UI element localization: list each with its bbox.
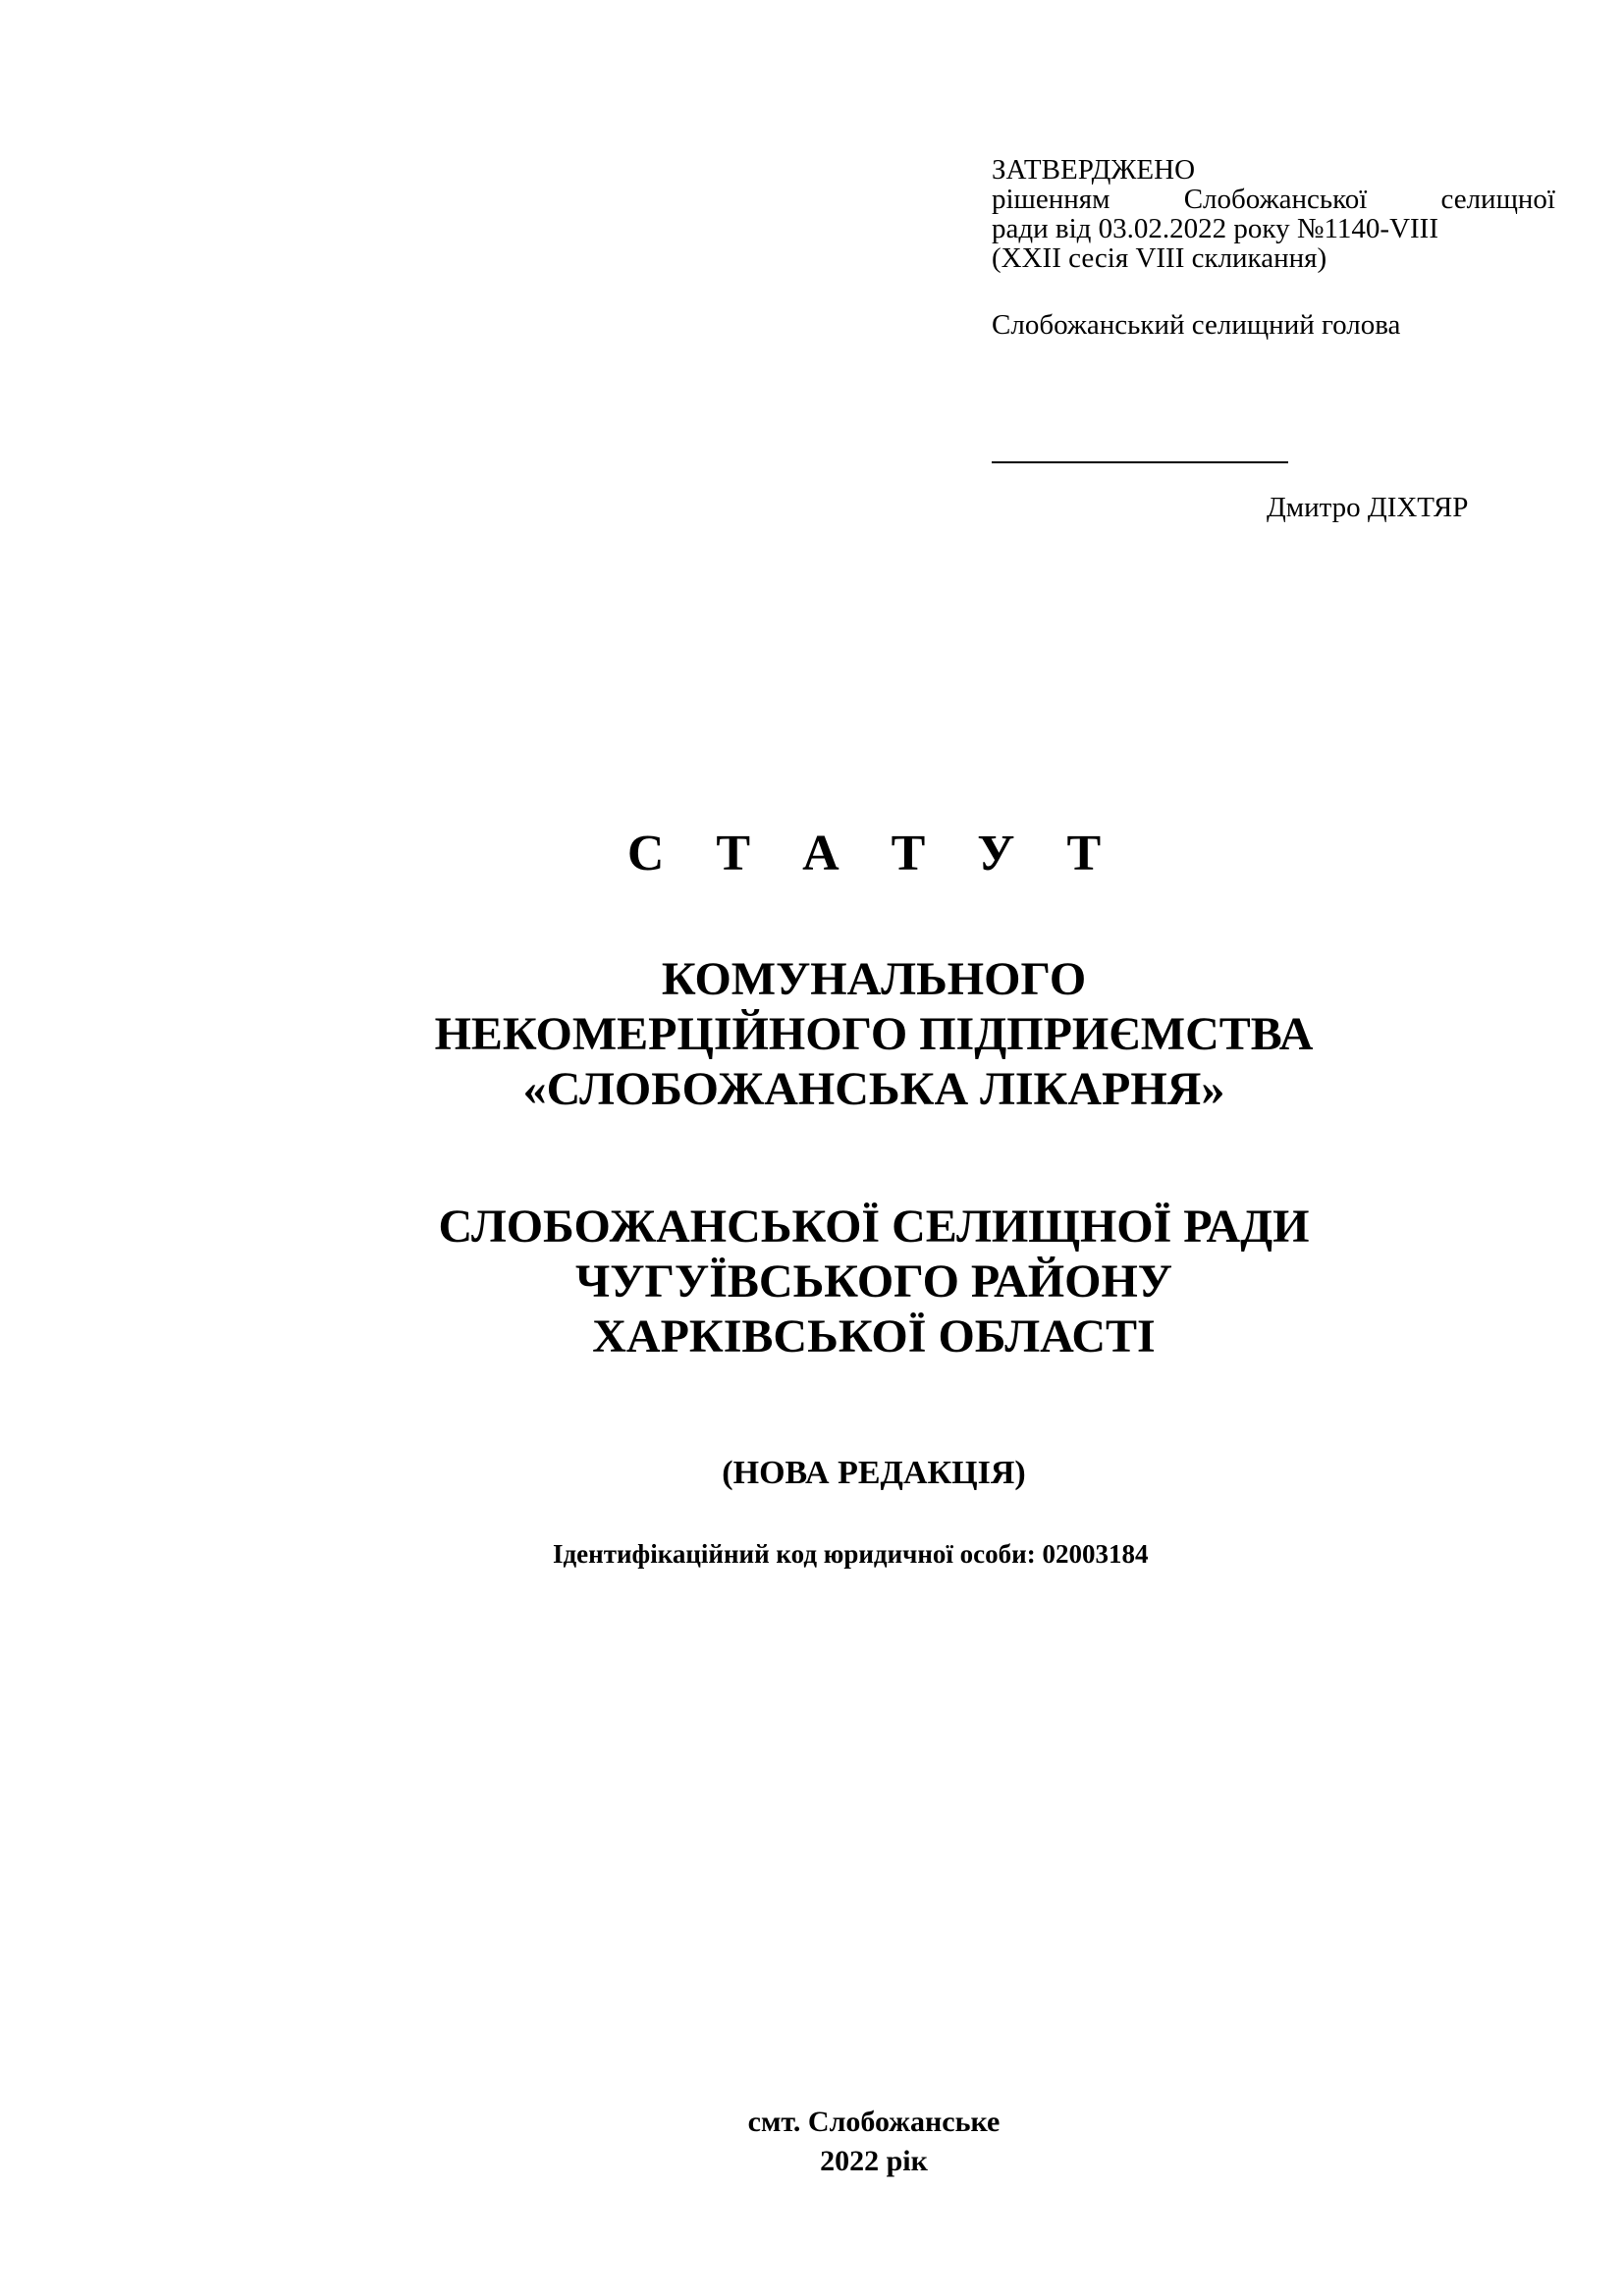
approval-decision-line1 (992, 185, 1555, 214)
approval-word: рішенням (992, 184, 1110, 215)
approval-head-title: Слобожанський селищний голова (992, 309, 1401, 341)
place-and-year (0, 2103, 1624, 2181)
organization-name (0, 952, 1624, 1117)
council-name-line: ХАРКІВСЬКОЇ ОБЛАСТІ (592, 1310, 1156, 1362)
document-title: С Т А Т У Т (626, 826, 1121, 881)
council-name-line: СЛОБОЖАНСЬКОЇ СЕЛИЩНОЇ РАДИ (438, 1201, 1310, 1253)
approval-word: селищної (1440, 184, 1555, 215)
organization-name-line: КОМУНАЛЬНОГО (661, 953, 1087, 1005)
council-name-line: ЧУГУЇВСЬКОГО РАЙОНУ (574, 1255, 1172, 1308)
year: 2022 рік (820, 2145, 928, 2177)
edition-label: (НОВА РЕДАКЦІЯ) (722, 1455, 1026, 1491)
organization-name-line: «СЛОБОЖАНСЬКА ЛІКАРНЯ» (522, 1063, 1225, 1115)
identification-code: Ідентифікаційний код юридичної особи: 02003184 (553, 1539, 1149, 1569)
organization-name-line: НЕКОМЕРЦІЙНОГО ПІДПРИЄМСТВА (434, 1008, 1314, 1060)
approval-status: ЗАТВЕРДЖЕНО (992, 154, 1196, 186)
approval-decision-line2: ради від 03.02.2022 року №1140-VIII (992, 213, 1438, 244)
approval-block (992, 155, 1555, 340)
signature-line (992, 461, 1288, 463)
approval-session: (XXII сесія VIII скликання) (992, 242, 1327, 274)
approval-word: Слобожанської (1183, 184, 1368, 215)
council-name (0, 1200, 1624, 1364)
place: смт. Слобожанське (747, 2106, 1001, 2138)
signatory-name: Дмитро ДІХТЯР (1267, 492, 1469, 523)
